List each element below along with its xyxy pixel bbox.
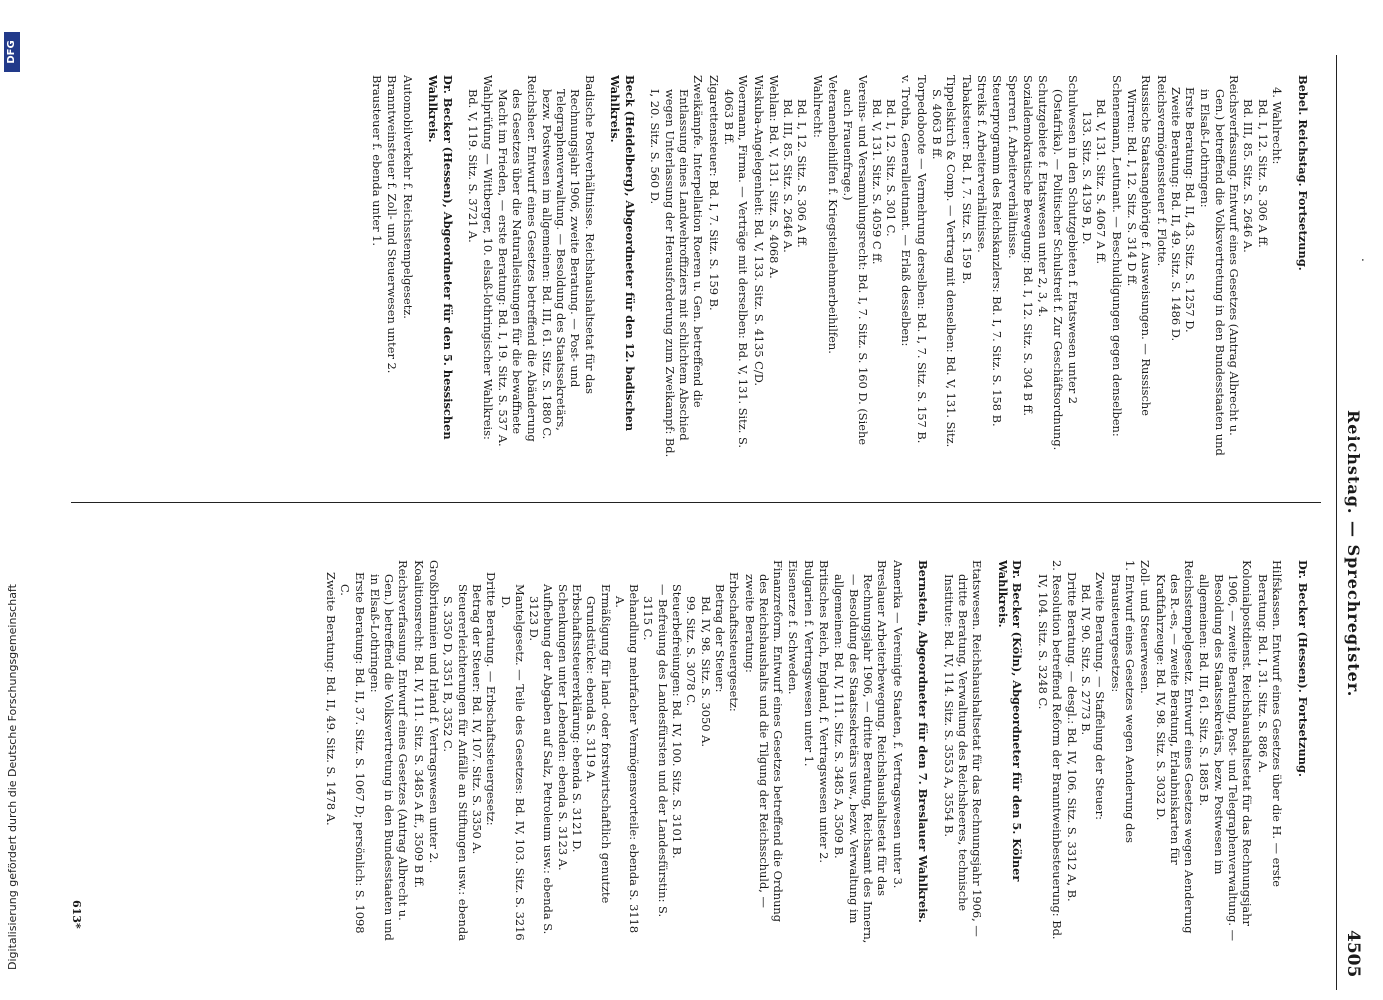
index-entry: Bd. III, 85. Sitz. S. 2646 A. xyxy=(781,99,796,253)
index-entry: Britisches Reich, England, f. Vertragswesen unter 2. xyxy=(817,560,832,863)
index-entry: Tabaksteuer: Bd. I, 7. Sitz. S. 159 B. xyxy=(959,75,974,285)
index-entry: Breslauer Arbeiterbewegung. Reichshaushaltsetat für das Rechnungsjahr 1906, — dritte Beratung, Reichsamt des Innern, — Besoldung des Staatssekretärs usw., bezw. Verwaltung im allgemeinen: Bd. IV, 111. Sitz. S. 3485 A, 3509 B. xyxy=(832,560,890,944)
index-entry: Branntweinsteuer f. Zoll- und Steuerwesen unter 2. xyxy=(385,75,400,374)
index-entry: Erbschaftssteuergesetz: xyxy=(727,572,742,712)
index-entry: Automobilverkehr f. Reichsstempelgesetz. xyxy=(400,75,415,319)
index-entry: 2. Resolution betreffend Reform der Branntweinbesteuerung: Bd. IV, 104. Sitz. S. 3248 C. xyxy=(1036,560,1065,940)
index-entry: Sozialdemokratische Bewegung: Bd. I, 12. Sitz. S. 304 B ff. xyxy=(1020,75,1035,416)
index-entry: Zoll- und Steuerwesen. xyxy=(1138,560,1153,694)
digitization-credit: Digitalisierung gefördert durch die Deutsche Forschungsgemeinschaft xyxy=(6,584,19,970)
index-entry: 1. Entwurf eines Gesetzes wegen Aenderung des Brausteuergesetzes: xyxy=(1108,560,1137,843)
index-entry: Schutzgebiete f. Etatswesen unter 2, 3, 4. xyxy=(1036,75,1051,318)
index-entry: Wiskuba-Angelegenheit: Bd. V, 133. Sitz. S. 4135 C/D. xyxy=(751,75,766,387)
index-entry: 133. Sitz. S. 4139 B, D. xyxy=(1080,111,1095,245)
index-entry: Zigarettensteuer: Bd. I, 7. Sitz. S. 159 B. xyxy=(706,75,721,311)
index-entry: Torpedoboote — Vermehrung derselben: Bd. I, 7. Sitz. S. 157 B. xyxy=(914,75,929,444)
index-entry: Reichsheer. Entwurf eines Gesetzes betreffend die Abänderung des Gesetzes über die Naturalleistungen für die bewaffnete Macht im Frieden, — erste Beratung: Bd. I, 19. Sitz. S. 537 A. xyxy=(496,75,539,447)
index-entry: Finanzreform. Entwurf eines Gesetzes betreffend die Ordnung des Reichshaushalts und die Tilgung der Reichsschuld, — zweite Beratung: xyxy=(742,560,786,923)
index-entry: Wehlan: Bd. V, 131. Sitz. S. 4068 A. xyxy=(766,75,781,279)
index-entry: Reichsverfassung. Entwurf eines Gesetzes (Antrag Albrecht u. Gen.) betreffend die Volksvertretung in den Bundesstaaten und in Elsaß-Lothringen: xyxy=(1198,75,1242,456)
index-entry: Reichsverfassung. Entwurf eines Gesetzes (Antrag Albrecht u. Gen.) betreffend die Volksvertretung in den Bundesstaaten und in Elsaß-Lothringen: xyxy=(367,560,411,941)
index-entry: Betrag der Steuer: xyxy=(712,584,727,693)
index-entry: Dritte Beratung. — desgl.: Bd. IV, 106. Sitz. S. 3312 A, B. xyxy=(1064,572,1079,902)
index-entry: Zweite Beratung: Bd. II, 49. Sitz. S. 1486 D. xyxy=(1168,87,1183,342)
index-entry: Veteranenbeihilfen f. Kriegsteilnehmerbeihilfen. xyxy=(826,75,841,354)
index-heading: Bebel. Reichstag. Fortsetzung. xyxy=(1295,75,1310,271)
index-entry: Steuererleichterungen für Anfälle an Stiftungen usw.: ebenda S. 3350 D, 3351 B, 3352 C. xyxy=(441,584,470,941)
index-entry: Ermäßigung für land- oder forstwirtschaftlich genutzte Grundstücke: ebenda S. 3119 A. xyxy=(584,584,613,904)
index-entry: Zweite Beratung: Bd. II, 49. Sitz. S. 1478 A. xyxy=(323,572,338,826)
index-entry: Russische Staatsangehörige f. Ausweisungen. — Russische Wirren: Bd. I, 12. Sitz. S. 314 D ff. xyxy=(1124,75,1154,416)
index-entry: Amerika — Vereinigte Staaten, f. Vertragswesen unter 3. xyxy=(890,560,905,889)
index-entry: Schenemann, Leutnant. — Beschuldigungen gegen denselben: xyxy=(1109,75,1124,437)
index-entry: Zweikämpfe. Interpellation Roeren u. Gen. betreffend die Entlassung eines Landwehroffiziers mit schlichtem Abschied wegen Unterlassung der Herausforderung zum Zweikampf: Bd. I, 20. Sitz. S. 560 D. xyxy=(648,75,706,458)
page-signature: 613* xyxy=(70,900,83,929)
index-entry: Kolonialpostdienst. Reichshaushaltsetat für das Rechnungsjahr 1906, — zweite Beratung, Post- und Telegraphenverwaltung. — Besoldung des Staatssekretärs, bezw. Postwesen im allgemeinen: Bd. III, 61. Sitz. S. 1885 B. xyxy=(1197,560,1255,942)
index-entry: Koalitionsrecht: Bd. IV, 111. Sitz. S. 3485 A ff., 3509 B ff. xyxy=(411,560,426,889)
index-entry: Mantelgesetz. — Teile des Gesetzes: Bd. IV, 103. Sitz. S. 3216 D. xyxy=(498,584,527,941)
index-entry: Bd. I, 12. Sitz. S. 301 C. xyxy=(884,99,899,237)
page-header xyxy=(1331,0,1383,1000)
index-entry: 4. Wahlrecht: xyxy=(1269,87,1284,165)
index-entry: Reichsstempelgesetz. Entwurf eines Gesetzes wegen Aenderung des R.-es, — zweite Beratung, Erlaubniskarten für Kraftfahrzeuge: Bd. IV, 98. Sitz. S. 3032 D. xyxy=(1153,560,1197,934)
index-entry: Großbritannien und Irland f. Vertragswesen unter 2. xyxy=(427,560,442,864)
index-entry: Zweite Beratung. — Staffelung der Steuer: xyxy=(1093,572,1108,820)
index-entry: Woermann, Firma. — Verträge mit derselben: Bd. V, 131. Sitz. S. 4063 B ff. xyxy=(721,75,751,448)
index-entry: Bd. I, 12. Sitz. S. 306 A ff. xyxy=(1255,99,1270,248)
index-entry: Bd. III, 85. Sitz. S. 2646 A. xyxy=(1241,99,1256,253)
header-dot: . xyxy=(1359,258,1373,262)
index-entry: — Befreiung des Landesfürsten und der Landesfürstin: S. 3115 C. xyxy=(641,584,670,918)
index-entry: Bd. I, 12. Sitz. S. 306 A ff. xyxy=(795,99,810,248)
index-entry: Bd. IV, 90. Sitz. S. 2773 B. xyxy=(1079,584,1094,736)
index-entry: Etatswesen. Reichshaushaltsetat für das Rechnungsjahr 1906, — dritte Beratung, Verwaltung des Reichsheeres, technische Institute: Bd. IV, 114. Sitz. S. 3553 A, 3554 B. xyxy=(941,560,985,937)
index-entry: Tippelskirch & Comp. — Vertrag mit denselben: Bd. V, 131. Sitz. S. 4063 B ff. xyxy=(930,75,959,448)
index-entry: Bd. V, 131. Sitz. S. 4059 C ff. xyxy=(869,99,884,265)
index-entry: v. Trotha, Generalleutnant. — Erlaß desselben: xyxy=(899,75,914,347)
index-entry: Steuerprogramm des Reichskanzlers: Bd. I, 7. Sitz. S. 158 B. xyxy=(990,75,1005,427)
running-title: Reichstag. — Sprechregister. xyxy=(1344,410,1363,698)
index-entry: Vereins- und Versammlungsrecht: Bd. I, 7. Sitz. S. 160 D. (Siehe auch Frauenfrage.) xyxy=(841,75,870,446)
index-heading: Bernstein, Abgeordneter für den 7. Breslauer Wahlkreis. xyxy=(916,560,931,923)
index-entry: Wahlprüfung — Wittberger, 10. elsaß-lothringischer Wahlkreis: Bd. V, 119. Sitz. S. 3721 A. xyxy=(466,75,495,440)
index-entry: Bd. IV, 98. Sitz. S. 3050 A. xyxy=(698,596,713,747)
index-entry: 99. Sitz. S. 3078 C. xyxy=(684,596,699,707)
header-rule xyxy=(1336,55,1337,990)
index-entry: Badische Postverhältnisse. Reichshaushaltsetat für das Rechnungsjahr 1906, zweite Beratung. — Post- und Telegraphenverwaltung. — Besoldung des Staatssekretärs, bezw. Postwesen im allgemeinen: Bd. III, 61. Sitz. S. 1880 C. xyxy=(539,75,597,440)
index-heading: Beck (Heidelberg), Abgeordneter für den 12. badischen Wahlkreis. xyxy=(608,75,637,432)
index-entry: Sperren f. Arbeiterverhältnisse. xyxy=(1005,75,1020,259)
index-entry: Erbschaftssteuererklärung: ebenda S. 3121 D. xyxy=(570,584,584,853)
left-column xyxy=(61,75,1321,460)
index-entry: Brausteuer f. ebenda unter 1. xyxy=(370,75,385,247)
column-divider xyxy=(71,502,1321,503)
index-heading: Dr. Becker (Köln), Abgeordneter für den 5. Kölner Wahlkreis. xyxy=(996,560,1025,882)
index-entry: Erste Beratung: Bd. II, 37. Sitz. S. 1067 D; persönlich: S. 1098 C. xyxy=(338,572,367,934)
index-entry: Streiks f. Arbeiterverhältnisse. xyxy=(974,75,989,253)
index-heading: Dr. Becker (Hessen), Abgeordneter für den 5. hessischen Wahlkreis. xyxy=(426,75,455,440)
index-entry: Behandlung mehrfacher Vermögensvorteile: ebenda S. 3118 A. xyxy=(612,584,642,934)
dfg-logo: DFG xyxy=(4,32,20,72)
index-entry: Bd. V, 131. Sitz. S. 4067 A ff. xyxy=(1094,99,1109,265)
index-entry: Hilfskassen. Entwurf eines Gesetzes über die H. — erste Beratung: Bd. I, 31. Sitz. S. 886 A. xyxy=(1255,560,1284,887)
index-entry: Eisenerze f. Schweden. xyxy=(786,560,801,695)
index-entry: Betrag der Steuer: Bd. IV, 107. Sitz. S. 3350 A. xyxy=(469,584,484,855)
index-entry: Schulwesen in den Schutzgebieten f. Etatswesen unter 2 (Ostafrika). — Politischer Schulstreit f. Zur Geschäftsordnung. xyxy=(1051,75,1080,451)
right-column xyxy=(61,560,1321,945)
index-entry: Schenkungen unter Lebenden: ebenda S. 3123 A. xyxy=(555,584,570,871)
index-entry: Wahlrecht: xyxy=(810,75,825,138)
index-heading: Dr. Becker (Hessen). Fortsetzung. xyxy=(1295,560,1310,777)
index-entry: Reichsvermögenssteuer f. Flotte. xyxy=(1154,75,1169,267)
index-entry: Erste Beratung: Bd. II, 43. Sitz. S. 1257 D. xyxy=(1183,87,1198,333)
credit-bar xyxy=(0,0,26,1000)
index-entry: Bulgarien f. Vertragswesen unter 1. xyxy=(801,560,816,767)
index-entry: Aufhebung der Abgaben auf Salz, Petroleum usw.: ebenda S. 3123 D. xyxy=(527,584,556,935)
index-entry: Steuerbefreiungen: Bd. IV, 100. Sitz. S. 3101 B. xyxy=(670,584,685,859)
page-number: 4505 xyxy=(1343,930,1363,978)
index-entry: Dritte Beratung. — Erbschaftssteuergesetz: xyxy=(484,572,499,826)
